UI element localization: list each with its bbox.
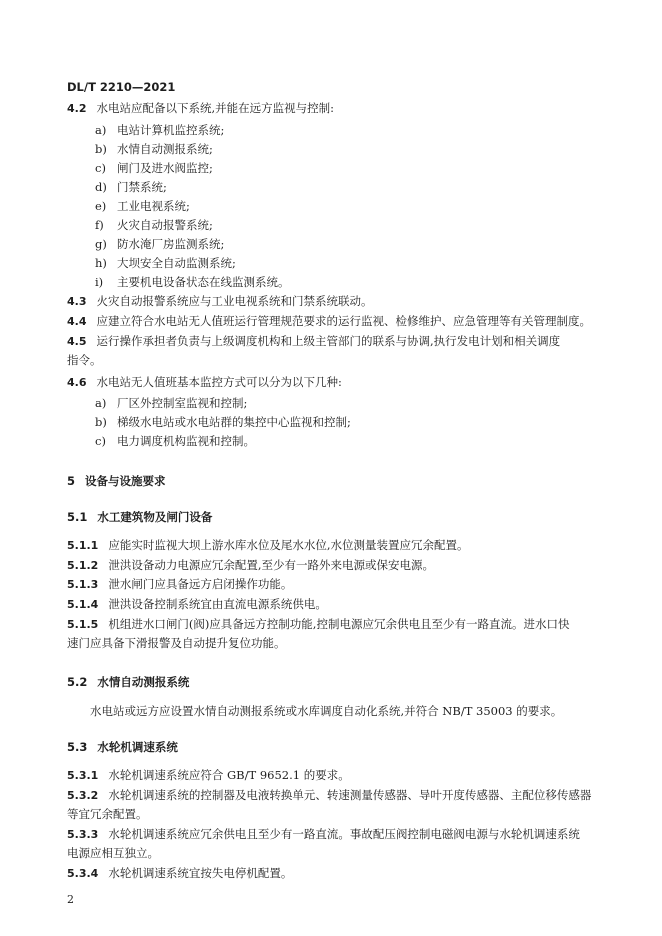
clause-5-3-3-continuation: 电源应相互独立。 <box>67 846 159 860</box>
clause-5-3-3: 5.3.3 水轮机调速系统应冗余供电且至少有一路直流。事故配压阀控制电磁阀电源与水轮机调速系统 <box>67 827 580 841</box>
clause-5-1-5-continuation: 速门应具备下滑报警及自动提升复位功能。 <box>67 636 286 650</box>
list-item: b) 梯级水电站或水电站群的集控中心监视和控制; <box>95 415 351 429</box>
clause-number: 4.2 <box>67 102 87 115</box>
clause-4-3: 4.3 火灾自动报警系统应与工业电视系统和门禁系统联动。 <box>67 294 373 308</box>
list-item: e) 工业电视系统; <box>95 199 190 213</box>
clause-4-5-continuation: 指令。 <box>67 353 102 367</box>
clause-5-3-1: 5.3.1 水轮机调速系统应符合 GB/T 9652.1 的要求。 <box>67 768 350 782</box>
section-5-2-heading: 5.2 水情自动测报系统 <box>67 675 190 689</box>
clause-5-3-4: 5.3.4 水轮机调速系统宜按失电停机配置。 <box>67 866 293 880</box>
chapter-5-heading: 5 设备与设施要求 <box>67 474 166 488</box>
section-5-1-heading: 5.1 水工建筑物及闸门设备 <box>67 510 213 524</box>
clause-5-1-2: 5.1.2 泄洪设备动力电源应冗余配置,至少有一路外来电源或保安电源。 <box>67 558 434 572</box>
clause-5-1-5: 5.1.5 机组进水口闸门(阀)应具备远方控制功能,控制电源应冗余供电且至少有一路直流。进水口快 <box>67 617 570 631</box>
list-item: c) 电力调度机构监视和控制。 <box>95 434 255 448</box>
list-item: f) 火灾自动报警系统; <box>95 218 213 232</box>
clause-5-3-2-continuation: 等宜冗余配置。 <box>67 807 148 821</box>
clause-5-3-2: 5.3.2 水轮机调速系统的控制器及电液转换单元、转速测量传感器、导叶开度传感器、主配位移传感器 <box>67 788 592 802</box>
clause-4-5: 4.5 运行操作承担者负责与上级调度机构和上级主管部门的联系与协调,执行发电计划和相关调度 <box>67 334 561 348</box>
clause-4-2 <box>67 101 334 116</box>
list-item: a) 厂区外控制室监视和控制; <box>95 396 248 410</box>
section-5-3-heading: 5.3 水轮机调速系统 <box>67 740 178 754</box>
clause-5-1-4: 5.1.4 泄洪设备控制系统宜由直流电源系统供电。 <box>67 597 327 611</box>
clause-4-6: 4.6 水电站无人值班基本监控方式可以分为以下几种: <box>67 375 342 389</box>
clause-5-1-3: 5.1.3 泄水闸门应具备远方启闭操作功能。 <box>67 577 293 591</box>
list-item: b) 水情自动测报系统; <box>95 142 213 156</box>
list-item: a) 电站计算机监控系统; <box>95 123 225 137</box>
list-item: h) 大坝安全自动监测系统; <box>95 256 236 270</box>
list-item: i) 主要机电设备状态在线监测系统。 <box>95 275 290 289</box>
list-item: d) 门禁系统; <box>95 180 167 194</box>
list-item: c) 闸门及进水阀监控; <box>95 161 213 175</box>
section-5-2-paragraph: 水电站或远方应设置水情自动测报系统或水库调度自动化系统,并符合 NB/T 35003 的要求。 <box>90 704 563 718</box>
clause-4-4: 4.4 应建立符合水电站无人值班运行管理规范要求的运行监视、检修维护、应急管理等有关管理制度。 <box>67 314 591 328</box>
clause-text: 水电站应配备以下系统,并能在远方监视与控制: <box>96 101 335 115</box>
list-item: g) 防水淹厂房监测系统; <box>95 237 225 251</box>
page-number: 2 <box>67 893 74 906</box>
standard-code: DL/T 2210—2021 <box>67 80 176 94</box>
clause-5-1-1: 5.1.1 应能实时监视大坝上游水库水位及尾水水位,水位测量装置应冗余配置。 <box>67 538 469 552</box>
